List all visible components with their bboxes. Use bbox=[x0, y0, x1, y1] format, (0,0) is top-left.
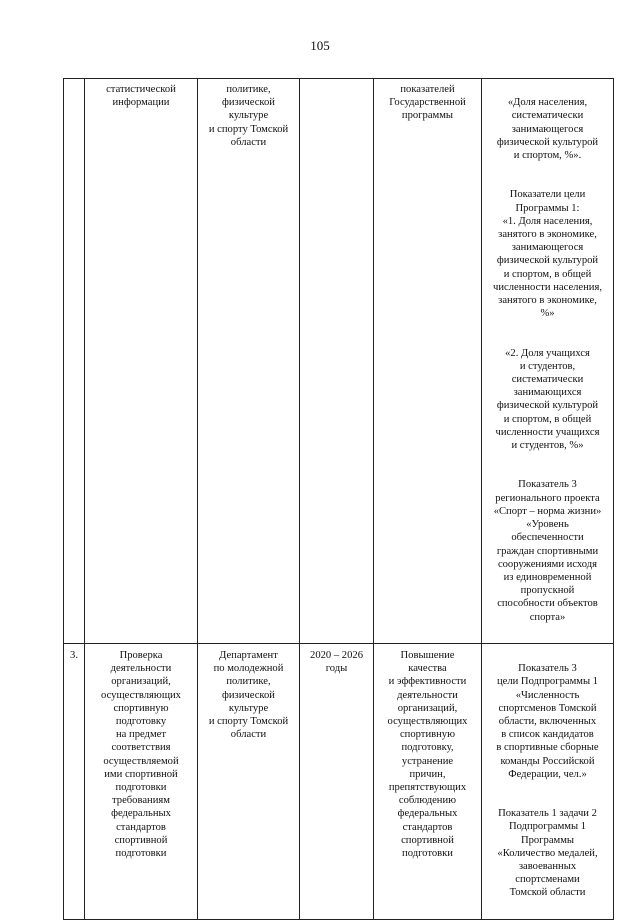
row-number-cell bbox=[64, 79, 85, 644]
expected-result-cell: Повышение качества и эффективности деятельности организаций, осуществляющих спортивную подготовку, устранение причин, препятствующих соблюдению федеральных стандартов спортивной подготовки bbox=[374, 643, 482, 919]
measures-table bbox=[63, 78, 614, 920]
executor-cell: политике, физической культуре и спорту Томской области bbox=[198, 79, 300, 644]
indicator-cell bbox=[482, 643, 614, 919]
indicator-paragraph: Показатель 1 задачи 2 Подпрограммы 1 Программы «Количество медалей, завоеванных спортсменами Томской области bbox=[497, 808, 598, 899]
indicator-paragraph: Показатель 3 регионального проекта «Спорт – норма жизни» «Уровень обеспеченности граждан спортивными сооружениями исходя из единовременной пропускной способности объектов спорта» bbox=[493, 479, 602, 623]
indicator-paragraph: «Доля населения, систематически занимающегося физической культурой и спортом, %». bbox=[496, 97, 599, 162]
page-number: 105 bbox=[310, 38, 330, 53]
measure-name-cell: Проверка деятельности организаций, осуществляющих спортивную подготовку на предмет соответствия осуществляемой ими спортивной подготовки требованиям федеральных стандартов спортивной подготовки bbox=[85, 643, 198, 919]
period-cell bbox=[300, 79, 374, 644]
table-row bbox=[64, 643, 614, 919]
indicator-cell bbox=[482, 79, 614, 644]
indicator-paragraph: «2. Доля учащихся и студентов, систематически занимающихся физической культурой и спортом, в общей численности учащихся и студентов, %» bbox=[495, 347, 600, 452]
period-cell: 2020 – 2026 годы bbox=[300, 643, 374, 919]
measure-name-cell: статистической информации bbox=[85, 79, 198, 644]
row-number-cell: 3. bbox=[64, 643, 85, 919]
indicator-paragraph: Показатель 3 цели Подпрограммы 1 «Численность спортсменов Томской области, включенных в список кандидатов в спортивные сборные команды Российской Федерации, чел.» bbox=[496, 663, 599, 780]
indicator-paragraph: Показатели цели Программы 1: «1. Доля населения, занятого в экономике, занимающегося физической культурой и спортом, в общей численности населения, занятого в экономике, %» bbox=[493, 189, 602, 320]
expected-result-cell: показателей Государственной программы bbox=[374, 79, 482, 644]
executor-cell: Департамент по молодежной политике, физической культуре и спорту Томской области bbox=[198, 643, 300, 919]
table-row bbox=[64, 79, 614, 644]
